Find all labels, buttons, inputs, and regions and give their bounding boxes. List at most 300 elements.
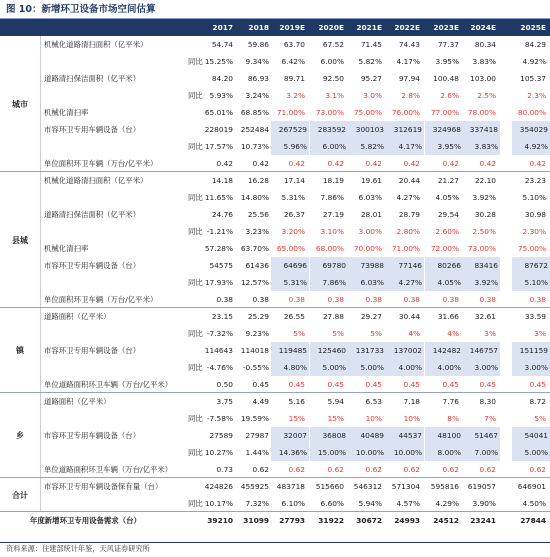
value-cell: 0.73: [216, 465, 233, 474]
value-cell: 2.80%: [396, 227, 420, 236]
table-row: [0, 223, 550, 240]
value-cell: 4.27%: [386, 274, 424, 291]
value-cell: 0.45: [442, 380, 459, 389]
value-cell: 7.32%: [245, 499, 269, 508]
value-cell: 97.94: [398, 74, 420, 83]
value-cell: 8.00%: [425, 444, 463, 461]
row-label: 同比: [188, 448, 203, 457]
header-cell: 2017: [212, 23, 233, 32]
value-cell: 0.38: [327, 295, 344, 304]
value-cell: 7%: [484, 414, 496, 423]
value-cell: 646901: [517, 482, 546, 491]
value-cell: 3.2%: [286, 91, 305, 100]
value-cell: 6.00%: [310, 138, 348, 155]
table-row: [0, 189, 550, 206]
value-cell: 11.65%: [204, 193, 233, 202]
value-cell: 0.62: [403, 465, 420, 474]
value-cell: 18.19: [322, 176, 344, 185]
value-cell: 4%: [447, 329, 459, 338]
value-cell: 131733: [348, 342, 386, 359]
value-cell: 0.38: [529, 295, 546, 304]
table-row: [0, 495, 550, 512]
value-cell: 22.10: [474, 176, 496, 185]
value-cell: 3.1%: [325, 91, 344, 100]
table-row: [0, 138, 550, 155]
value-cell: 0.38: [288, 295, 305, 304]
row-label: 市容环卫专用车辆设备保有量（台）: [44, 482, 163, 491]
value-cell: 142482: [425, 342, 463, 359]
value-cell: 65.01%: [204, 108, 233, 117]
value-cell: -7.32%: [206, 329, 233, 338]
value-cell: 32007: [271, 427, 309, 444]
table-row: [0, 291, 550, 308]
row-label: 同比: [188, 57, 203, 66]
value-cell: 10.17%: [204, 499, 233, 508]
value-cell: 483718: [276, 482, 305, 491]
value-cell: 0.42: [442, 159, 459, 168]
total-value: 31922: [318, 516, 344, 525]
value-cell: 0.38: [442, 295, 459, 304]
value-cell: 3.00%: [512, 359, 550, 376]
table-row: [0, 325, 550, 342]
value-cell: 30.28: [474, 210, 496, 219]
value-cell: 10.73%: [240, 142, 269, 151]
value-cell: 27987: [245, 431, 269, 440]
row-label: 同比: [188, 414, 203, 423]
value-cell: 3.92%: [462, 274, 500, 291]
value-cell: 4.49: [252, 397, 269, 406]
value-cell: 15%: [288, 414, 305, 423]
value-cell: 75.00%: [353, 108, 382, 117]
value-cell: 0.62: [252, 465, 269, 474]
value-cell: 25.29: [247, 312, 269, 321]
table-row: [0, 172, 550, 189]
table-row: [0, 359, 550, 376]
value-cell: 65.00%: [276, 244, 305, 253]
table-row: [0, 274, 550, 291]
table-row: [0, 410, 550, 427]
value-cell: 63.70%: [240, 244, 269, 253]
value-cell: 324968: [425, 121, 463, 138]
value-cell: 80266: [425, 257, 463, 274]
value-cell: 2.60%: [435, 227, 459, 236]
value-cell: -0.55%: [242, 363, 269, 372]
value-cell: 75.00%: [517, 244, 546, 253]
value-cell: 33.59: [524, 312, 546, 321]
value-cell: 228019: [204, 125, 233, 134]
value-cell: 80.34: [474, 40, 496, 49]
value-cell: 70.00%: [353, 244, 382, 253]
value-cell: 29.54: [437, 210, 459, 219]
value-cell: 5%: [370, 329, 382, 338]
value-cell: 89.71: [283, 74, 305, 83]
value-cell: 54575: [209, 261, 233, 270]
value-cell: 3%: [484, 329, 496, 338]
value-cell: 9.34%: [245, 57, 269, 66]
figure-title: 图 10：新增环卫设备市场空间估算: [6, 4, 156, 15]
value-cell: 4.29%: [435, 499, 459, 508]
row-label: 道路清扫保洁面积（亿平米）: [44, 210, 141, 219]
value-cell: 0.42: [216, 159, 233, 168]
table-row: [0, 70, 550, 87]
value-cell: 5.96%: [271, 138, 309, 155]
value-cell: 0.62: [442, 465, 459, 474]
value-cell: 6.60%: [320, 499, 344, 508]
row-label: 同比: [188, 227, 203, 236]
value-cell: 26.37: [283, 210, 305, 219]
total-value: 31099: [243, 516, 269, 525]
value-cell: 0.50: [216, 380, 233, 389]
header-cell: 2024E: [470, 23, 496, 32]
value-cell: 515660: [315, 482, 344, 491]
value-cell: 19.61: [360, 176, 382, 185]
header-cell: 2021E: [356, 23, 382, 32]
row-label: 道路面积（亿平米）: [44, 397, 111, 406]
row-label: 单位面积环卫车辆（万台/亿平米）: [44, 295, 158, 304]
table-row: [0, 206, 550, 223]
value-cell: 5%: [293, 329, 305, 338]
value-cell: 68.85%: [240, 108, 269, 117]
value-cell: 36808: [310, 427, 348, 444]
row-label: 单位道路面积环卫车辆（万台/亿平米）: [44, 465, 173, 474]
value-cell: 12.57%: [240, 278, 269, 287]
value-cell: 59.86: [247, 40, 269, 49]
value-cell: 72.00%: [430, 244, 459, 253]
value-cell: 283592: [310, 121, 348, 138]
value-cell: 5.10%: [512, 274, 550, 291]
value-cell: 337418: [462, 121, 500, 138]
value-cell: 0.38: [216, 295, 233, 304]
value-cell: 14.36%: [271, 444, 309, 461]
source-note: 资料来源：住建部统计年鉴，天风证券研究所: [6, 544, 150, 553]
value-cell: 77.37: [437, 40, 459, 49]
value-cell: 0.42: [529, 159, 546, 168]
value-cell: 0.42: [403, 159, 420, 168]
value-cell: 4.00%: [386, 359, 424, 376]
value-cell: 10%: [403, 414, 420, 423]
value-cell: 67.52: [322, 40, 344, 49]
value-cell: 2.5%: [477, 91, 496, 100]
total-row: [0, 512, 550, 529]
value-cell: 27.19: [322, 210, 344, 219]
value-cell: 5.94: [327, 397, 344, 406]
value-cell: 77.00%: [430, 108, 459, 117]
table-row: [0, 104, 550, 121]
header-cell: 2018: [248, 23, 269, 32]
value-cell: 84.20: [211, 74, 233, 83]
table-row: [0, 155, 550, 172]
value-cell: 27589: [209, 431, 233, 440]
value-cell: 1.44%: [245, 448, 269, 457]
table-row: [0, 427, 550, 444]
value-cell: 125460: [310, 342, 348, 359]
value-cell: 4.57%: [396, 499, 420, 508]
value-cell: 3.83%: [472, 57, 496, 66]
value-cell: 354029: [512, 121, 550, 138]
value-cell: 95.27: [360, 74, 382, 83]
value-cell: 30.98: [524, 210, 546, 219]
table-row: [0, 36, 550, 53]
value-cell: -4.76%: [206, 363, 233, 372]
value-cell: 15.00%: [310, 444, 348, 461]
value-cell: 27.88: [322, 312, 344, 321]
value-cell: 29.27: [360, 312, 382, 321]
header-cell: 2020E: [318, 23, 344, 32]
value-cell: 0.62: [365, 465, 382, 474]
section-label: 县城: [0, 172, 41, 308]
value-cell: 73.00%: [315, 108, 344, 117]
value-cell: 57.28%: [204, 244, 233, 253]
total-label: 年度新增环卫专用设备需求（台）: [30, 516, 141, 525]
value-cell: 6.03%: [348, 274, 386, 291]
value-cell: 64696: [271, 257, 309, 274]
value-cell: 0.45: [479, 380, 496, 389]
row-label: 同比: [188, 329, 203, 338]
value-cell: 31.66: [437, 312, 459, 321]
value-cell: 54041: [512, 427, 550, 444]
value-cell: 80.00%: [517, 108, 546, 117]
value-cell: 0.42: [327, 159, 344, 168]
total-value: 30672: [356, 516, 382, 525]
value-cell: 32.61: [474, 312, 496, 321]
value-cell: 44537: [386, 427, 424, 444]
table-row: [0, 53, 550, 70]
value-cell: 83416: [462, 257, 500, 274]
value-cell: 5.82%: [358, 57, 382, 66]
value-cell: 0.62: [529, 465, 546, 474]
value-cell: -1.21%: [206, 227, 233, 236]
value-cell: 3.92%: [472, 193, 496, 202]
value-cell: 8%: [447, 414, 459, 423]
value-cell: 14.80%: [240, 193, 269, 202]
value-cell: 4.05%: [435, 193, 459, 202]
value-cell: 4.00%: [425, 359, 463, 376]
value-cell: 7.18: [403, 397, 420, 406]
header-cell: 2019E: [279, 23, 305, 32]
value-cell: 4.27%: [396, 193, 420, 202]
value-cell: 3.0%: [363, 91, 382, 100]
value-cell: 3.75: [216, 397, 233, 406]
value-cell: 77146: [386, 257, 424, 274]
value-cell: 4.50%: [522, 499, 546, 508]
value-cell: 0.62: [479, 465, 496, 474]
value-cell: 76.00%: [391, 108, 420, 117]
value-cell: 3.95%: [435, 57, 459, 66]
value-cell: 4.05%: [425, 274, 463, 291]
value-cell: 3.83%: [462, 138, 500, 155]
value-cell: 0.45: [365, 380, 382, 389]
value-cell: 15.25%: [204, 57, 233, 66]
table-row: [0, 461, 550, 478]
bottom-rule: [0, 542, 550, 543]
value-cell: 3.24%: [245, 91, 269, 100]
row-label: 同比: [188, 278, 203, 287]
value-cell: 92.50: [322, 74, 344, 83]
header-cell: 2022E: [394, 23, 420, 32]
value-cell: 619057: [467, 482, 496, 491]
value-cell: 2.30%: [522, 227, 546, 236]
value-cell: 6.10%: [281, 499, 305, 508]
table-row: [0, 376, 550, 393]
total-value: 27844: [520, 516, 546, 525]
value-cell: 17.57%: [204, 142, 233, 151]
table-row: [0, 121, 550, 138]
value-cell: 3.95%: [425, 138, 463, 155]
value-cell: 71.45: [360, 40, 382, 49]
value-cell: 0.45: [403, 380, 420, 389]
value-cell: 105.37: [520, 74, 546, 83]
table-row: [0, 342, 550, 359]
value-cell: 23.15: [211, 312, 233, 321]
value-cell: 3.90%: [472, 499, 496, 508]
value-cell: 6.03%: [358, 193, 382, 202]
value-cell: 54.74: [211, 40, 233, 49]
value-cell: 20.44: [398, 176, 420, 185]
value-cell: 595816: [430, 482, 459, 491]
row-label: 同比: [188, 499, 203, 508]
value-cell: 455925: [240, 482, 269, 491]
value-cell: 114643: [204, 346, 233, 355]
value-cell: 6.42%: [281, 57, 305, 66]
value-cell: 137002: [386, 342, 424, 359]
value-cell: 0.38: [365, 295, 382, 304]
value-cell: 86.93: [247, 74, 269, 83]
value-cell: 51467: [462, 427, 500, 444]
value-cell: 69780: [310, 257, 348, 274]
value-cell: 78.00%: [467, 108, 496, 117]
total-value: 24512: [433, 516, 459, 525]
header-cell: 2025E: [520, 23, 546, 32]
table-row: [0, 393, 550, 410]
value-cell: 73988: [348, 257, 386, 274]
table-row: [0, 257, 550, 274]
value-cell: 24.76: [211, 210, 233, 219]
value-cell: 7.00%: [462, 444, 500, 461]
row-label: 机械化道路清扫面积（亿平米）: [44, 176, 148, 185]
value-cell: 7.86%: [320, 193, 344, 202]
value-cell: 3.00%: [462, 359, 500, 376]
value-cell: 2.50%: [472, 227, 496, 236]
row-label: 市容环卫专用车辆设备（台）: [44, 125, 141, 134]
value-cell: 10.00%: [386, 444, 424, 461]
value-cell: -7.58%: [206, 414, 233, 423]
value-cell: 5%: [534, 414, 546, 423]
value-cell: 7.86%: [310, 274, 348, 291]
value-cell: 3%: [534, 329, 546, 338]
value-cell: 312619: [386, 121, 424, 138]
value-cell: 6.53: [365, 397, 382, 406]
value-cell: 0.42: [252, 159, 269, 168]
table-row: [0, 478, 550, 495]
value-cell: 2.6%: [440, 91, 459, 100]
value-cell: 10.27%: [204, 448, 233, 457]
section-label: 合计: [0, 478, 41, 512]
value-cell: 71.00%: [391, 244, 420, 253]
value-cell: 71.00%: [276, 108, 305, 117]
value-cell: 300103: [348, 121, 386, 138]
value-cell: 103.00: [470, 74, 496, 83]
value-cell: 3.00%: [358, 227, 382, 236]
row-label: 同比: [188, 193, 203, 202]
value-cell: 114018: [240, 346, 269, 355]
row-label: 市容环卫专用车辆设备（台）: [44, 261, 141, 270]
value-cell: 19.59%: [240, 414, 269, 423]
value-cell: 40489: [348, 427, 386, 444]
value-cell: 5.82%: [348, 138, 386, 155]
value-cell: 3.23%: [245, 227, 269, 236]
value-cell: 30.44: [398, 312, 420, 321]
value-cell: 26.55: [283, 312, 305, 321]
row-label: 同比: [188, 363, 203, 372]
row-label: 同比: [188, 91, 203, 100]
value-cell: 25.56: [247, 210, 269, 219]
value-cell: 3.20%: [281, 227, 305, 236]
value-cell: 84.29: [524, 40, 546, 49]
value-cell: 5.16: [288, 397, 305, 406]
value-cell: 146757: [462, 342, 500, 359]
section-label: 城市: [0, 36, 41, 172]
value-cell: 5%: [332, 329, 344, 338]
value-cell: 17.93%: [204, 278, 233, 287]
section-label: 乡: [0, 393, 41, 478]
table-row: [0, 87, 550, 104]
total-value: 27793: [279, 516, 305, 525]
value-cell: 9.23%: [245, 329, 269, 338]
value-cell: 0.38: [479, 295, 496, 304]
row-label: 机械化清扫率: [44, 108, 89, 117]
value-cell: 0.62: [327, 465, 344, 474]
value-cell: 63.70: [283, 40, 305, 49]
value-cell: 5.10%: [522, 193, 546, 202]
row-label: 同比: [188, 142, 203, 151]
value-cell: 7.76: [442, 397, 459, 406]
value-cell: 4.92%: [512, 138, 550, 155]
value-cell: 0.42: [365, 159, 382, 168]
value-cell: 10%: [365, 414, 382, 423]
value-cell: 546312: [353, 482, 382, 491]
table-row: [0, 444, 550, 461]
table-row: [0, 240, 550, 257]
value-cell: 0.45: [327, 380, 344, 389]
value-cell: 267529: [271, 121, 309, 138]
value-cell: 6.00%: [320, 57, 344, 66]
value-cell: 571304: [391, 482, 420, 491]
value-cell: 0.38: [403, 295, 420, 304]
section-label: 镇: [0, 308, 41, 393]
value-cell: 21.27: [437, 176, 459, 185]
value-cell: 15%: [327, 414, 344, 423]
value-cell: 5.00%: [310, 359, 348, 376]
value-cell: 73.00%: [467, 244, 496, 253]
row-label: 市容环卫专用车辆设备（台）: [44, 346, 141, 355]
value-cell: 0.45: [288, 380, 305, 389]
value-cell: 119485: [271, 342, 309, 359]
value-cell: 5.00%: [512, 444, 550, 461]
value-cell: 0.45: [252, 380, 269, 389]
value-cell: 74.43: [398, 40, 420, 49]
total-value: 24993: [394, 516, 420, 525]
value-cell: 5.00%: [348, 359, 386, 376]
row-label: 机械化道路清扫面积（亿平米）: [44, 40, 148, 49]
value-cell: 10.00%: [348, 444, 386, 461]
value-cell: 8.30: [479, 397, 496, 406]
row-label: 单位面积环卫车辆（万台/亿平米）: [44, 159, 158, 168]
value-cell: 0.42: [288, 159, 305, 168]
value-cell: 28.01: [360, 210, 382, 219]
row-label: 道路清扫保洁面积（亿平米）: [44, 74, 141, 83]
value-cell: 100.48: [433, 74, 459, 83]
value-cell: 61436: [245, 261, 269, 270]
